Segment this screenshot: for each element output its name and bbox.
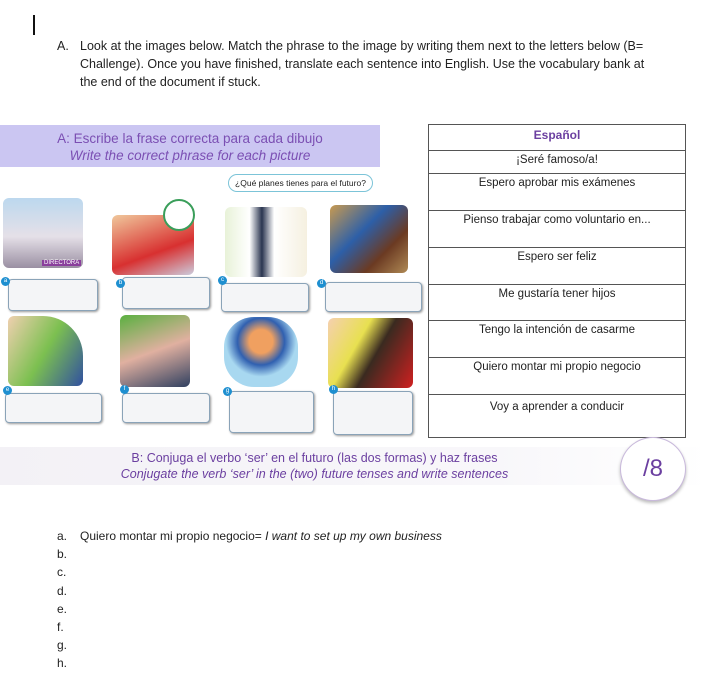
- answer-box-e[interactable]: [5, 393, 102, 423]
- score-circle: /8: [620, 437, 686, 501]
- letter-badge-c: c: [218, 276, 227, 285]
- letter-badge-b: b: [116, 279, 125, 288]
- letter-badge-a: a: [1, 277, 10, 286]
- answer-line-a: [57, 527, 442, 545]
- letter-badge-h: h: [329, 385, 338, 394]
- vocab-row: ¡Seré famoso/a!: [429, 151, 686, 174]
- section-a-banner: [0, 125, 380, 167]
- answer-letter: a.: [57, 529, 68, 543]
- vocab-row: Espero aprobar mis exámenes: [429, 174, 686, 211]
- picture-h-famous: [328, 318, 413, 388]
- answer-box-a[interactable]: [8, 279, 98, 311]
- instruction-number: A.: [57, 39, 69, 53]
- speech-bubble: ¿Qué planes tienes para el futuro?: [228, 174, 373, 192]
- letter-badge-f: f: [120, 385, 129, 394]
- section-b-banner: [0, 447, 709, 485]
- vocab-row: Tengo la intención de casarme: [429, 321, 686, 358]
- letter-badge-d: d: [317, 279, 326, 288]
- answer-box-b[interactable]: [122, 277, 210, 309]
- vocabulary-table: [428, 124, 686, 438]
- answer-letter: e.: [57, 601, 68, 616]
- section-a-title-en: Write the correct phrase for each picture: [69, 148, 311, 163]
- instruction-text: Look at the images below. Match the phrase to the image by writing them next to the letters below (B= Challenge). Once you have finished, translate each sentence into English. Use the vocabulary bank at the end of the document if stuck.: [80, 39, 645, 89]
- vocab-row: Me gustaría tener hijos: [429, 285, 686, 321]
- vocab-row: Quiero montar mi propio negocio: [429, 358, 686, 395]
- section-b-title-es: B: Conjuga el verbo ‘ser’ en el futuro (las dos formas) y haz frases: [131, 451, 498, 465]
- answer-box-f[interactable]: [122, 393, 210, 423]
- answer-box-c[interactable]: [221, 283, 309, 312]
- answer-line-f[interactable]: [57, 618, 442, 636]
- vocab-row: Pienso trabajar como voluntario en...: [429, 211, 686, 248]
- answer-box-d[interactable]: [325, 282, 422, 312]
- letter-badge-e: e: [3, 386, 12, 395]
- picture-a-director: [3, 198, 83, 268]
- letter-badge-g: g: [223, 387, 232, 396]
- answer-letter: b.: [57, 547, 68, 562]
- answer-list: [57, 527, 442, 673]
- text-cursor: [33, 15, 35, 35]
- answer-letter: h.: [57, 656, 68, 671]
- answer-line-b[interactable]: [57, 545, 442, 563]
- picture-e-driving: [8, 316, 83, 386]
- instructions: [57, 37, 657, 91]
- picture-g-girl: [224, 317, 298, 387]
- vocab-header: Español: [429, 125, 686, 151]
- answer-line-c[interactable]: [57, 563, 442, 581]
- section-a-title-es: A: Escribe la frase correcta para cada dibujo: [57, 131, 323, 146]
- answer-line-h[interactable]: [57, 654, 442, 672]
- answer-line-g[interactable]: [57, 636, 442, 654]
- vocab-row: Voy a aprender a conducir: [429, 395, 686, 438]
- answer-spanish: Quiero montar mi propio negocio=: [80, 529, 262, 543]
- answer-letter: g.: [57, 638, 68, 653]
- answer-letter: c.: [57, 565, 67, 580]
- picture-d-volunteer: [330, 205, 408, 273]
- sign-directora: DIRECTORA: [44, 260, 80, 266]
- answer-box-g[interactable]: [229, 391, 314, 433]
- picture-f-parent: [120, 315, 190, 387]
- picture-c-wedding: [225, 207, 307, 277]
- answer-line-e[interactable]: [57, 600, 442, 618]
- answer-box-h[interactable]: [333, 391, 413, 435]
- vocab-row: Espero ser feliz: [429, 248, 686, 285]
- clock-icon: [163, 199, 195, 231]
- answer-letter: f.: [57, 620, 64, 635]
- answer-line-d[interactable]: [57, 582, 442, 600]
- answer-english: I want to set up my own business: [261, 529, 442, 543]
- section-b-title-en: Conjugate the verb ‘ser’ in the (two) future tenses and write sentences: [120, 467, 509, 481]
- answer-letter: d.: [57, 583, 68, 598]
